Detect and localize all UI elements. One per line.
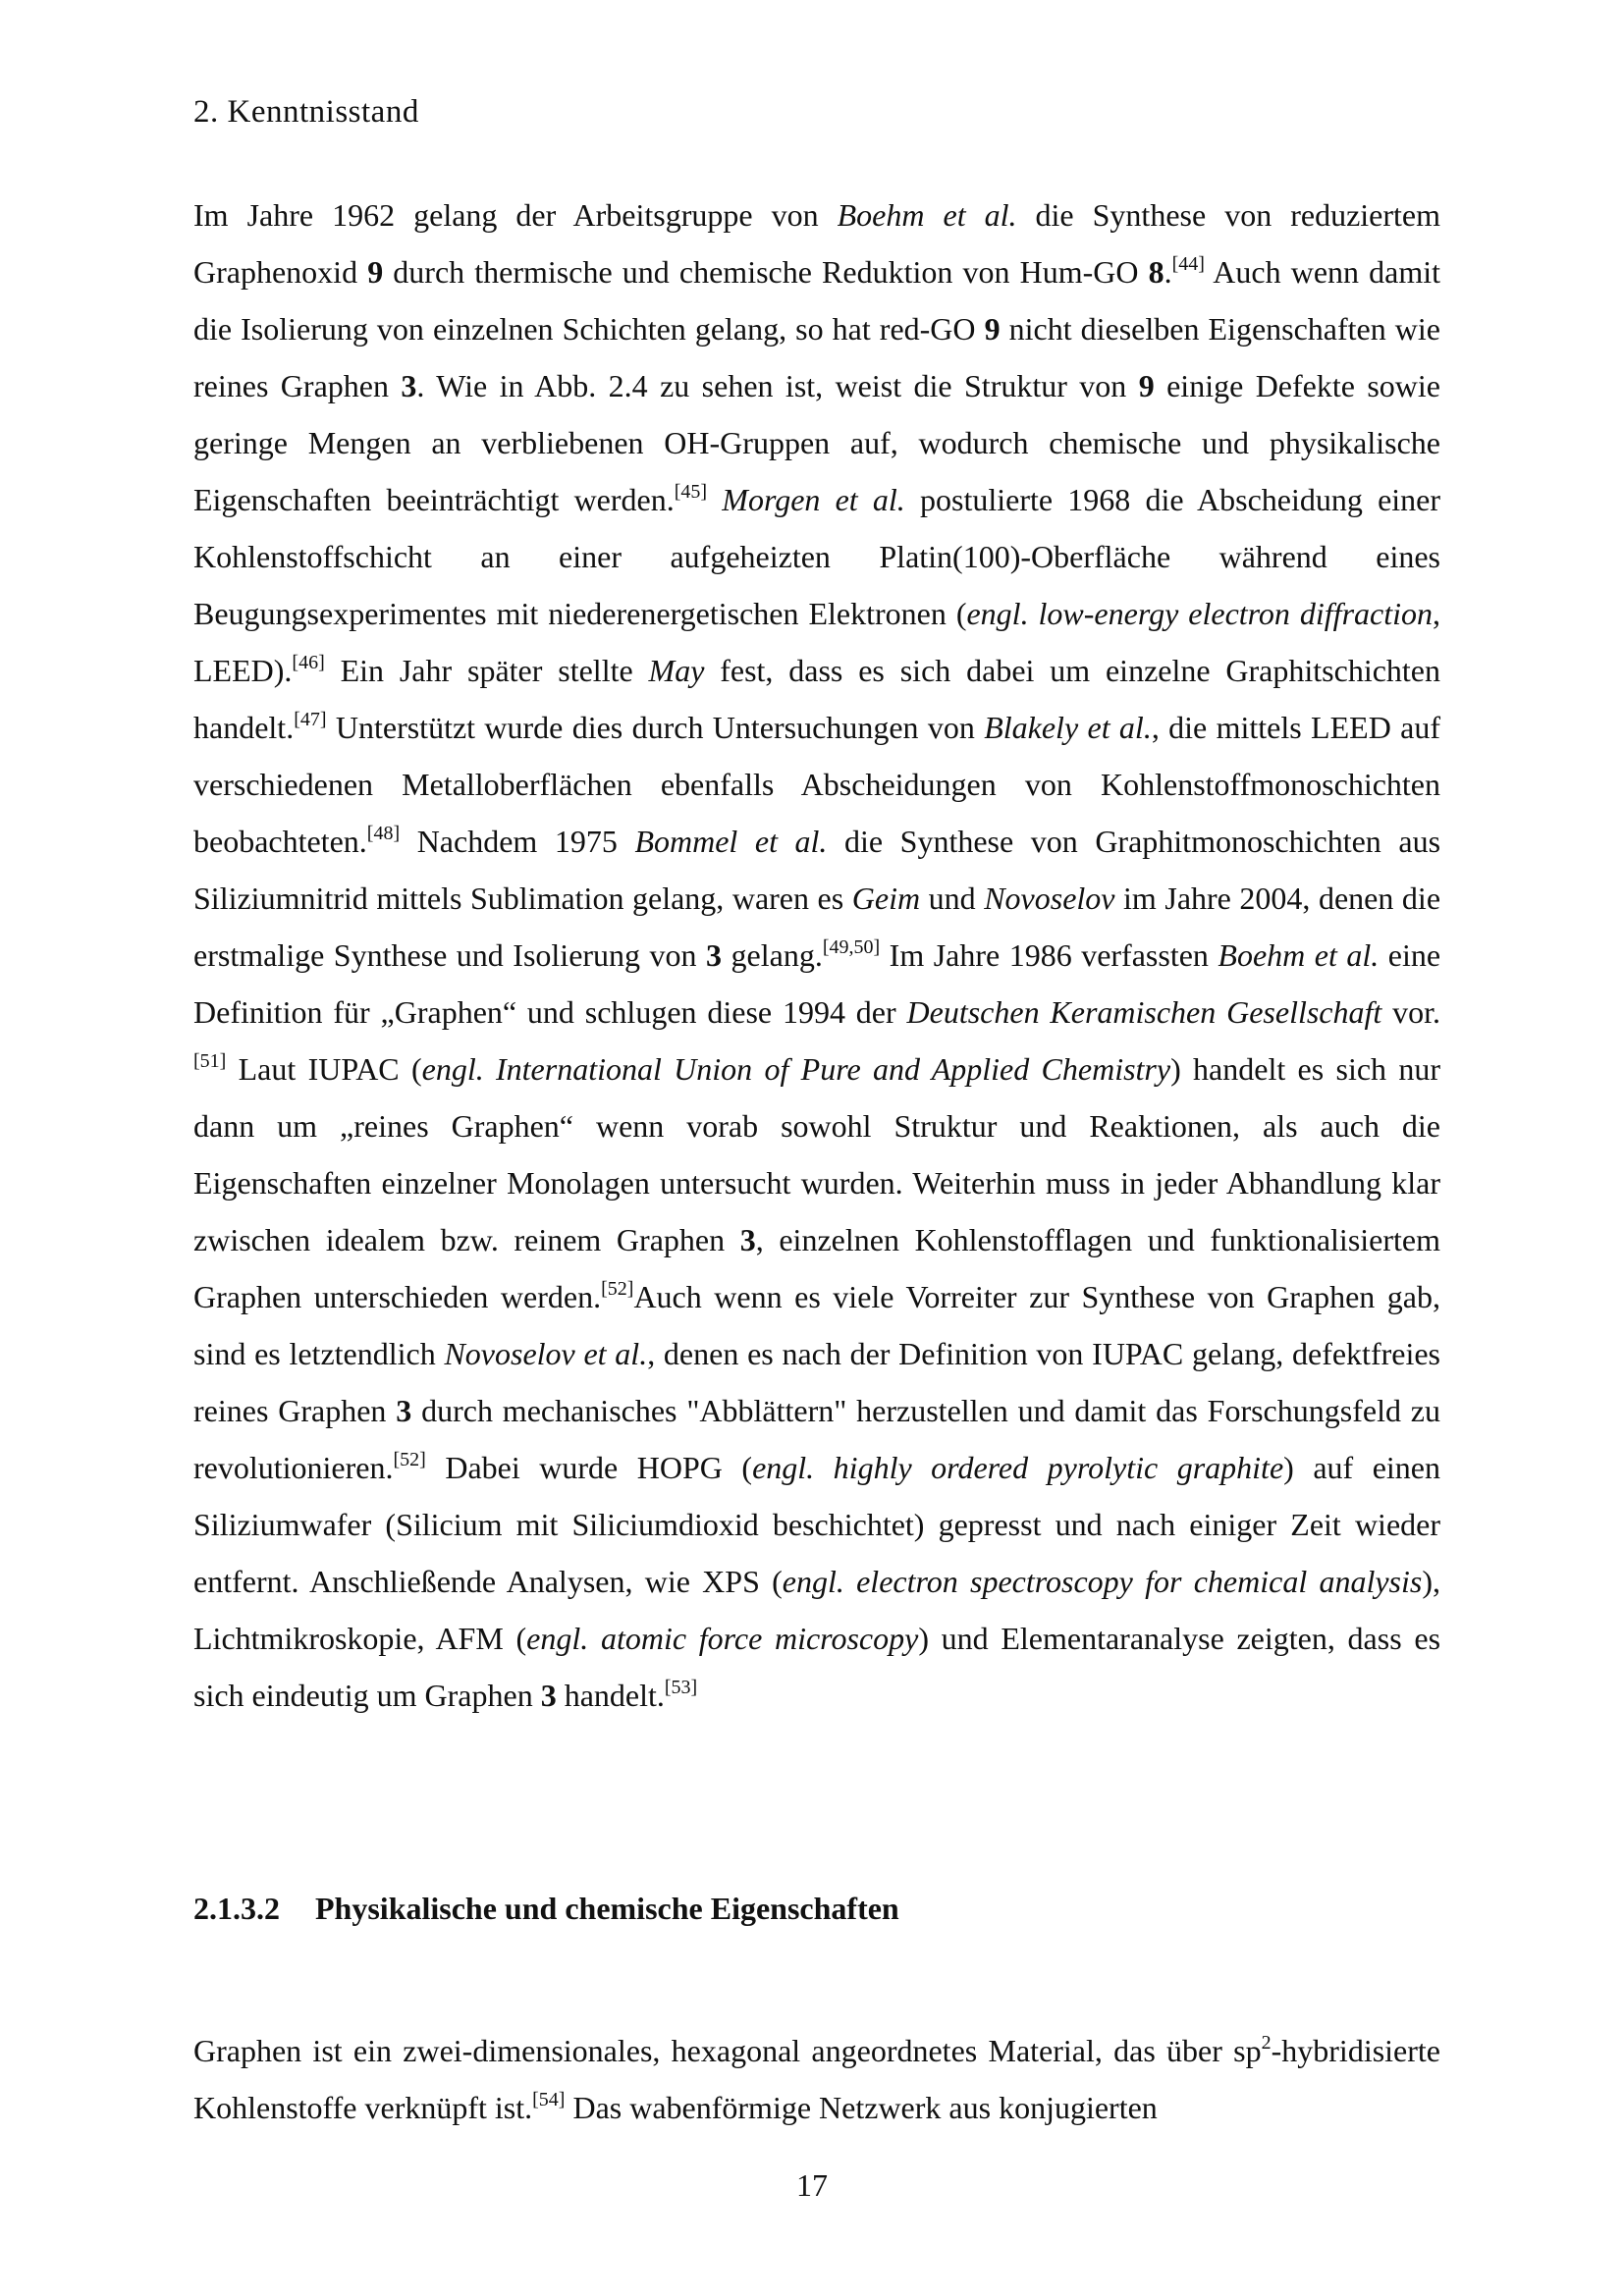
compound-number: 3 bbox=[540, 1678, 557, 1713]
society-name: Deutschen Keramischen Gesellschaft bbox=[906, 994, 1382, 1030]
page-number: 17 bbox=[796, 2167, 828, 2203]
author-citation: Novoselov et al. bbox=[444, 1336, 648, 1371]
reference-marker: [52] bbox=[601, 1278, 634, 1300]
author-citation: Boehm et al. bbox=[837, 197, 1017, 233]
author-citation: Bommel et al. bbox=[634, 824, 828, 859]
reference-marker: [47] bbox=[294, 709, 327, 730]
author-citation: May bbox=[648, 653, 705, 688]
english-term: engl. highly ordered pyrolytic graphite bbox=[752, 1450, 1284, 1485]
reference-marker: [52] bbox=[393, 1449, 426, 1470]
author-citation: Novoselov bbox=[984, 881, 1115, 916]
section-number: 2.1.3.2 bbox=[193, 1891, 280, 1926]
compound-number: 9 bbox=[1138, 368, 1155, 403]
reference-marker: [51] bbox=[193, 1050, 227, 1072]
reference-marker: [46] bbox=[292, 652, 325, 673]
section-heading bbox=[193, 1891, 899, 1927]
english-term: engl. electron spectroscopy for chemical analysis bbox=[782, 1564, 1423, 1599]
compound-number: 3 bbox=[706, 937, 723, 973]
reference-marker: [54] bbox=[532, 2089, 566, 2110]
compound-number: 8 bbox=[1148, 254, 1164, 290]
superscript: 2 bbox=[1261, 2032, 1272, 2054]
english-term: engl. atomic force microscopy bbox=[526, 1621, 919, 1656]
author-citation: Geim bbox=[851, 881, 921, 916]
author-citation: Morgen et al. bbox=[722, 482, 905, 517]
reference-marker: [44] bbox=[1171, 253, 1205, 275]
compound-number: 9 bbox=[367, 254, 384, 290]
compound-number: 9 bbox=[984, 311, 1001, 347]
section-title: Physikalische und chemische Eigenschaften bbox=[315, 1891, 899, 1926]
body-paragraph: Im Jahre 1962 gelang der Arbeitsgruppe von Boehm et al. die Synthese von reduziertem Graphenoxid 9 durch thermische und chemische Reduktion von Hum-GO 8.[44] Auch wenn damit die Isolierung von einzelnen Schichten gelang, so hat red-GO 9 nicht dieselben Eigenschaften wie reines Graphen 3. Wie in Abb. 2.4 zu sehen ist, weist die Struktur von 9 einige Defekte sowie geringe Mengen an verbliebenen OH-Gruppen auf, wodurch chemische und physikalische Eigenschaften beeinträchtigt werden.[45] Morgen et al. postulierte 1968 die Abscheidung einer Kohlenstoffschicht an einer aufgeheizten Platin(100)-Oberfläche während eines Beugungsexperimentes mit niederenergetischen Elektronen (engl. low-energy electron diffraction, LEED).[46] Ein Jahr später stellte May fest, dass es sich dabei um einzelne Graphitschichten handelt.[47] Unterstützt wurde dies durch Untersuchungen von Blakely et al., die mittels LEED auf verschiedenen Metalloberflächen ebenfalls Abscheidungen von Kohlenstoffmonoschichten beobachteten.[48] Nachdem 1975 Bommel et al. die Synthese von Graphitmonoschichten aus Siliziumnitrid mittels Sublimation gelang, waren es Geim und Novoselov im Jahre 2004, denen die erstmalige Synthese und Isolierung von 3 gelang.[49,50] Im Jahre 1986 verfassten Boehm et al. eine Definition für „Graphen“ und schlugen diese 1994 der Deutschen Keramischen Gesellschaft vor.[51] Laut IUPAC (engl. International Union of Pure and Applied Chemistry) handelt es sich nur dann um „reines Graphen“ wenn vorab sowohl Struktur und Reaktionen, als auch die Eigenschaften einzelner Monolagen untersucht wurden. Weiterhin muss in jeder Abhandlung klar zwischen idealem bzw. reinem Graphen 3, einzelnen Kohlenstofflagen und funktionalisiertem Graphen unterschieden werden.[52]Auch wenn es viele Vorreiter zur Synthese von Graphen gab, sind es letztendlich Novoselov et al., denen es nach der Definition von IUPAC gelang, defektfreies reines Graphen 3 durch mechanisches "Abblättern" herzustellen und damit das Forschungsfeld zu revolutionieren.[52] Dabei wurde HOPG (engl. highly ordered pyrolytic graphite) auf einen Siliziumwafer (Silicium mit Siliciumdioxid beschichtet) gepresst und nach einiger Zeit wieder entfernt. Anschließende Analysen, wie XPS (engl. electron spectroscopy for chemical analysis), Lichtmikroskopie, AFM (engl. atomic force microscopy) und Elementaranalyse zeigten, dass es sich eindeutig um Graphen 3 handelt.[53] bbox=[193, 197, 1441, 1713]
compound-number: 3 bbox=[739, 1222, 756, 1257]
author-citation: Boehm et al. bbox=[1218, 937, 1380, 973]
compound-number: 3 bbox=[401, 368, 417, 403]
compound-number: 3 bbox=[396, 1393, 412, 1428]
reference-marker: [48] bbox=[366, 823, 401, 844]
body-paragraph: Graphen ist ein zwei-dimensionales, hexagonal angeordnetes Material, das über $sp^2$-hybridisierte Kohlenstoffe verknüpft ist.[54] Das wabenförmige Netzwerk aus konjugierten bbox=[193, 2032, 1440, 2125]
english-term: engl. International Union of Pure and Applied Chemistry bbox=[421, 1051, 1171, 1087]
reference-marker: [53] bbox=[664, 1677, 698, 1698]
reference-marker: [49,50] bbox=[822, 936, 881, 958]
running-header: 2. Kenntnisstand bbox=[193, 94, 419, 130]
reference-marker: [45] bbox=[674, 481, 708, 503]
author-citation: Blakely et al. bbox=[984, 710, 1152, 745]
english-term: engl. low-energy electron diffraction bbox=[966, 596, 1433, 631]
